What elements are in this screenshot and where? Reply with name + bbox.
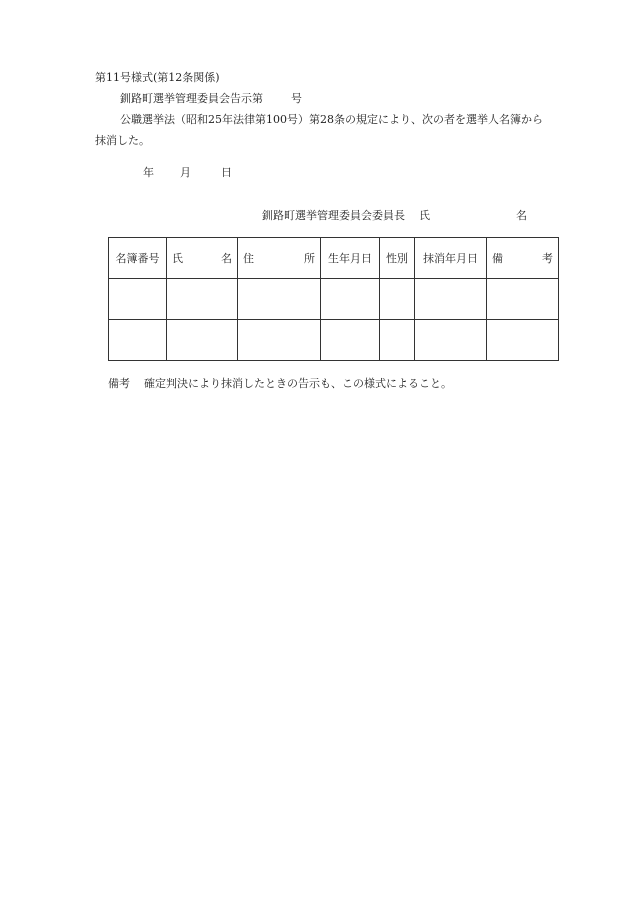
notice-suffix: 号 bbox=[291, 92, 302, 105]
table-cell bbox=[321, 279, 380, 320]
table-cell bbox=[487, 320, 559, 361]
table-cell bbox=[167, 279, 238, 320]
table-cell bbox=[415, 279, 487, 320]
table-cell bbox=[487, 279, 559, 320]
date-day: 日 bbox=[221, 166, 232, 179]
header-address-first: 住 bbox=[243, 252, 254, 265]
table-cell bbox=[321, 320, 380, 361]
form-number-heading: 第11号様式(第12条関係) bbox=[95, 71, 220, 84]
remarks-note bbox=[108, 377, 452, 391]
table-row bbox=[109, 279, 559, 320]
body-text-line-1: 公職選挙法（昭和25年法律第100号）第28条の規定により、次の者を選挙人名簿から bbox=[120, 113, 543, 126]
chair-given-name-label: 名 bbox=[516, 209, 527, 222]
table-header-row bbox=[109, 238, 559, 279]
remarks-text: 確定判決により抹消したときの告示も、この様式によること。 bbox=[144, 377, 452, 390]
table-cell bbox=[380, 320, 415, 361]
remarks-label: 備考 bbox=[108, 377, 130, 390]
table-cell bbox=[167, 320, 238, 361]
table-cell bbox=[109, 320, 167, 361]
header-name-family: 氏 bbox=[172, 252, 183, 265]
header-gender: 性別 bbox=[380, 238, 415, 279]
table-cell bbox=[238, 320, 321, 361]
header-address-second: 所 bbox=[304, 252, 315, 265]
removal-table bbox=[108, 237, 559, 361]
chair-family-name-label: 氏 bbox=[419, 209, 430, 222]
header-remarks-second: 考 bbox=[542, 252, 553, 265]
notice-prefix: 釧路町選挙管理委員会告示第 bbox=[120, 92, 263, 105]
header-removal-date: 抹消年月日 bbox=[415, 238, 487, 279]
chair-signature-line bbox=[262, 209, 527, 223]
header-remarks bbox=[487, 238, 559, 279]
notice-number-line bbox=[120, 92, 302, 106]
header-roll-number: 名簿番号 bbox=[109, 238, 167, 279]
table-cell bbox=[109, 279, 167, 320]
date-line bbox=[143, 166, 232, 180]
date-month: 月 bbox=[180, 166, 191, 179]
date-year: 年 bbox=[143, 166, 154, 179]
table-cell bbox=[238, 279, 321, 320]
table-cell bbox=[415, 320, 487, 361]
table-cell bbox=[380, 279, 415, 320]
header-name-given: 名 bbox=[221, 252, 232, 265]
header-address bbox=[238, 238, 321, 279]
header-name bbox=[167, 238, 238, 279]
table-row bbox=[109, 320, 559, 361]
chair-title: 釧路町選挙管理委員会委員長 bbox=[262, 209, 405, 222]
header-birth-date: 生年月日 bbox=[321, 238, 380, 279]
body-text-line-2: 抹消した。 bbox=[95, 134, 150, 147]
header-remarks-first: 備 bbox=[492, 252, 503, 265]
